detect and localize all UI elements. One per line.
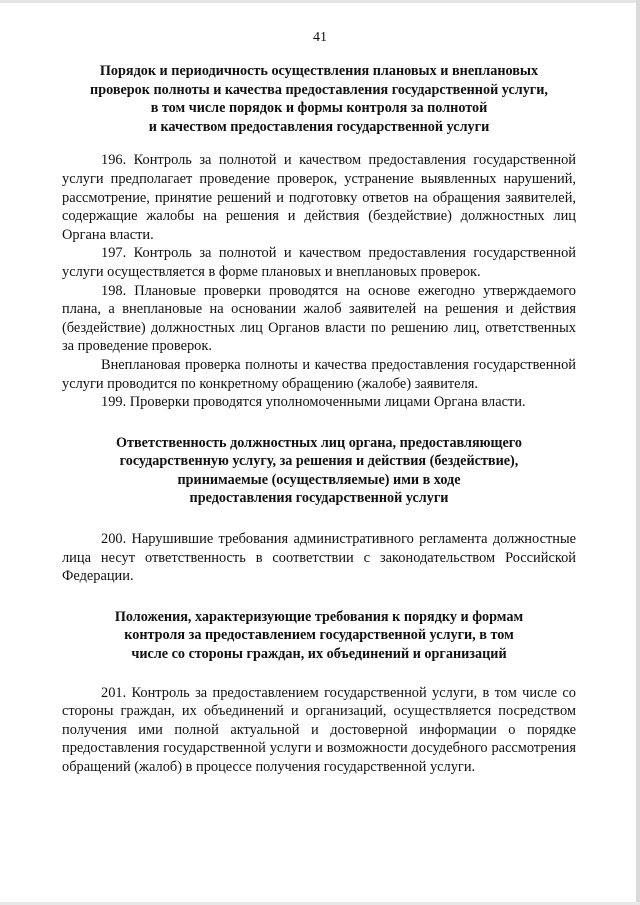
paragraph-199: 199. Проверки проводятся уполномоченными лицами Органа власти. — [101, 394, 526, 411]
heading-line: Ответственность должностных лиц органа, предоставляющего — [116, 434, 522, 451]
paragraph-201: 201. Контроль за предоставлением государственной услуги, в том числе со стороны граждан, их объединений и организаций, осуществляется посредством получения ими полной актуальной и достоверной информации о порядке предоставления государственной услуги и возможности досудебного рассмотрения обращений (жалоб) в процессе получения государственной услуги. — [62, 684, 576, 775]
paragraph-200: 200. Нарушившие требования административного регламента должностные лица несут ответственность в соответствии с законодательством Российской Федерации. — [62, 531, 576, 585]
page-edge-right — [636, 0, 640, 905]
paragraph-197: 197. Контроль за полнотой и качеством предоставления государственной услуги осуществляется в форме плановых и внеплановых проверок. — [62, 245, 576, 280]
heading-line: принимаемые (осуществляемые) ими в ходе — [177, 471, 461, 488]
paragraph-unscheduled-inspection: Внеплановая проверка полноты и качества предоставления государственной услуги проводится по конкретному обращению (жалобе) заявителя. — [62, 356, 576, 392]
heading-line: Порядок и периодичность осуществления плановых и внеплановых — [99, 63, 539, 79]
section-heading-inspections — [62, 62, 576, 136]
paragraph-196: 196. Контроль за полнотой и качеством предоставления государственной услуги предполагает проведение проверок, устранение выявленных нарушений, рассмотрение, принятие решений и подготовку ответов на обращения заявителей, содержащие жалобы на решения и действия (бездействие) должностных лиц Органа власти. — [62, 152, 576, 243]
heading-line: предоставления государственной услуги — [189, 490, 449, 507]
heading-line: государственную услугу, за решения и действия (бездействие), — [119, 453, 519, 470]
document-body — [62, 62, 576, 777]
heading-line: в том числе порядок и формы контроля за полнотой — [150, 100, 488, 117]
heading-line: числе со стороны граждан, их объединений и организаций — [131, 646, 507, 663]
heading-line: проверок полноты и качества предоставления государственной услуги, — [90, 81, 548, 98]
heading-line: Положения, характеризующие требования к порядку и формам — [114, 608, 524, 625]
section-heading-control-requirements — [62, 608, 576, 664]
heading-line: контроля за предоставлением государственной услуги, в том — [124, 627, 514, 644]
page-number: 41 — [313, 30, 327, 45]
heading-line: и качеством предоставления государственной услуги — [148, 118, 490, 135]
paragraph-198: 198. Плановые проверки проводятся на основе ежегодно утверждаемого плана, а внеплановые на основании жалоб заявителей на решения и действия (бездействие) должностных лиц Органов власти по решению лиц, ответственных за проведение проверок. — [62, 282, 576, 355]
section-heading-responsibility — [62, 434, 576, 508]
page-edge-top — [0, 0, 640, 3]
